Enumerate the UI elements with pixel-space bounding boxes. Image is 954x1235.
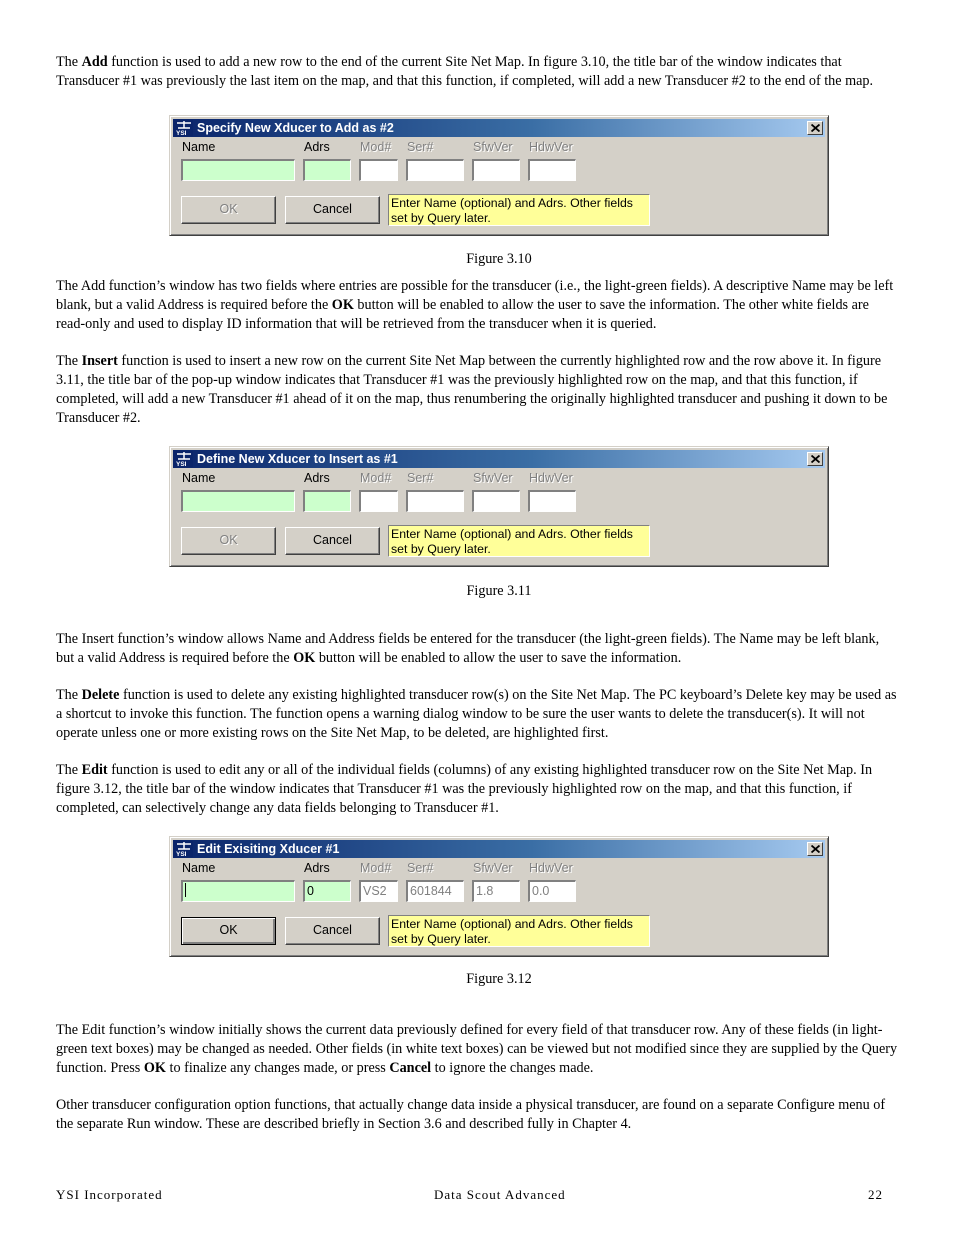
ser-field xyxy=(406,490,464,512)
mod-field: VS2 xyxy=(359,880,398,902)
ysi-logo-icon xyxy=(175,841,193,857)
sfwver-field xyxy=(472,490,520,512)
name-label: Name xyxy=(182,861,216,875)
edit-xducer-dialog xyxy=(169,836,829,957)
insert-xducer-dialog xyxy=(169,446,829,567)
cancel-button[interactable]: Cancel xyxy=(285,527,380,555)
sfwver-label: SfwVer xyxy=(473,861,513,875)
figure-caption: Figure 3.11 xyxy=(466,583,532,599)
ok-button[interactable]: OK xyxy=(181,527,276,555)
text: The Add function’s window has two fields where entries are possible for the transducer (i.e., the light-green fields). A descriptive Name may be left blank, but a valid Address is required before the xyxy=(56,278,894,313)
cancel-button[interactable]: Cancel xyxy=(285,196,380,224)
sfwver-field: 1.8 xyxy=(472,880,520,902)
text: The Edit function’s window initially shows the current data previously defined for every field of that transducer row. Any of these fields (in light-green text boxes) may be changed as needed. Other fields (in white text boxes) can be viewed but not modified since they are supplied by the Query function. Press xyxy=(56,1022,898,1076)
hdwver-field xyxy=(528,159,576,181)
bold-term: Edit xyxy=(81,762,108,778)
hint-box xyxy=(388,525,650,557)
hdwver-field: 0.0 xyxy=(528,880,576,902)
svg-text:YSI: YSI xyxy=(176,130,187,136)
ser-label: Ser# xyxy=(407,471,434,485)
mod-label: Mod# xyxy=(360,140,392,154)
title-bar xyxy=(173,450,825,468)
close-icon xyxy=(811,124,820,132)
hint-line: Enter Name (optional) and Adrs. Other fields xyxy=(391,917,633,931)
paragraph-delete-function xyxy=(56,686,898,743)
text: The xyxy=(56,762,82,778)
text: The xyxy=(56,54,82,70)
text: button will be enabled to allow the user to save the information. xyxy=(315,650,682,666)
adrs-label: Adrs xyxy=(304,140,330,154)
text: function is used to insert a new row on the current Site Net Map between the currently highlighted row and the row above it. In figure 3.11, the title bar of the pop-up window indicates that Transducer #1 was the previously highlighted row on the map, and that this function, if completed, will add a new Transducer #1 ahead of it on the map, thus renumbering the originally highlighted transducer and pushing it down to be Transducer #2. xyxy=(56,353,888,426)
dialog-title: Edit Exisiting Xducer #1 xyxy=(197,842,340,856)
bold-term: OK xyxy=(143,1060,166,1076)
hint-line: set by Query later. xyxy=(391,211,491,225)
text: button will be enabled to allow the user to save the information. The other white fields are read-only and used to display ID information that will be retrieved from the transducer when it is queried. xyxy=(56,297,869,332)
dialog-title: Specify New Xducer to Add as #2 xyxy=(197,121,394,135)
sfwver-label: SfwVer xyxy=(473,471,513,485)
bold-term: OK xyxy=(293,650,316,666)
ser-field: 601844 xyxy=(406,880,464,902)
hint-line: set by Query later. xyxy=(391,542,491,556)
ysi-logo-icon xyxy=(175,120,193,136)
mod-label: Mod# xyxy=(360,471,392,485)
bold-term: Insert xyxy=(81,353,118,369)
paragraph-add-window xyxy=(56,277,898,334)
adrs-label: Adrs xyxy=(304,861,330,875)
hint-line: set by Query later. xyxy=(391,932,491,946)
add-xducer-dialog xyxy=(169,115,829,236)
paragraph-edit-function xyxy=(56,761,898,818)
cancel-button[interactable]: Cancel xyxy=(285,917,380,945)
paragraph-other-functions xyxy=(56,1096,898,1134)
ser-label: Ser# xyxy=(407,861,434,875)
mod-field xyxy=(359,490,398,512)
name-input[interactable] xyxy=(181,880,295,902)
text: The Insert function’s window allows Name and Address fields be entered for the transducer (the light-green fields). The Name may be left blank, but a valid Address is required before the xyxy=(56,631,880,666)
paragraph-insert-function xyxy=(56,352,898,428)
text: function is used to delete any existing highlighted transducer row(s) on the Site Net Map. The PC keyboard’s Delete key may be used as a shortcut to invoke this function. The function opens a warning dialog window to be sure the user wants to delete the transducer(s). It will not operate unless one or more existing rows on the Site Net Map, to be deleted, are highlighted first. xyxy=(56,687,897,741)
ysi-logo-icon xyxy=(175,451,193,467)
ok-button[interactable]: OK xyxy=(181,917,276,945)
ser-label: Ser# xyxy=(407,140,434,154)
footer-company: YSI Incorporated xyxy=(56,1187,163,1202)
footer-page-number: 22 xyxy=(868,1187,883,1202)
hint-box xyxy=(388,194,650,226)
hdwver-label: HdwVer xyxy=(529,471,573,485)
figure-caption: Figure 3.10 xyxy=(466,251,532,267)
bold-term: OK xyxy=(331,297,354,313)
dialog-title: Define New Xducer to Insert as #1 xyxy=(197,452,398,466)
adrs-input[interactable] xyxy=(303,490,351,512)
hdwver-label: HdwVer xyxy=(529,140,573,154)
hint-line: Enter Name (optional) and Adrs. Other fields xyxy=(391,196,633,210)
mod-field xyxy=(359,159,398,181)
name-label: Name xyxy=(182,471,216,485)
text: The xyxy=(56,687,82,703)
figure-caption: Figure 3.12 xyxy=(466,971,532,987)
paragraph-add-function xyxy=(56,53,898,91)
svg-text:YSI: YSI xyxy=(176,461,187,467)
hint-line: Enter Name (optional) and Adrs. Other fields xyxy=(391,527,633,541)
mod-label: Mod# xyxy=(360,861,392,875)
bold-term: Delete xyxy=(81,687,120,703)
close-button[interactable] xyxy=(807,121,823,135)
hint-box xyxy=(388,915,650,947)
close-icon xyxy=(811,845,820,853)
adrs-input[interactable]: 0 xyxy=(303,880,351,902)
bold-term: Cancel xyxy=(389,1060,432,1076)
paragraph-insert-window xyxy=(56,630,898,668)
text: function is used to edit any or all of the individual fields (columns) of any existing highlighted transducer row on the Site Net Map. In figure 3.12, the title bar of the window indicates that Transducer #1 was the previously highlighted row on the map, and that this function, if completed, can selectively change any data fields belonging to Transducer #1. xyxy=(56,762,873,816)
name-label: Name xyxy=(182,140,216,154)
text: Other transducer configuration option functions, that actually change data inside a physical transducer, are found on a separate Configure menu of the separate Run window. These are described briefly in Section 3.6 and described fully in Chapter 4. xyxy=(56,1097,886,1132)
text: The xyxy=(56,353,82,369)
ok-button[interactable]: OK xyxy=(181,196,276,224)
sfwver-label: SfwVer xyxy=(473,140,513,154)
title-bar xyxy=(173,840,825,858)
adrs-input[interactable] xyxy=(303,159,351,181)
title-bar xyxy=(173,119,825,137)
paragraph-edit-window xyxy=(56,1021,898,1078)
hdwver-field xyxy=(528,490,576,512)
hdwver-label: HdwVer xyxy=(529,861,573,875)
footer-product: Data Scout Advanced xyxy=(434,1187,566,1202)
close-icon xyxy=(811,455,820,463)
close-button[interactable] xyxy=(807,842,823,856)
svg-text:YSI: YSI xyxy=(176,851,187,857)
ser-field xyxy=(406,159,464,181)
name-input[interactable] xyxy=(181,159,295,181)
text: to finalize any changes made, or press xyxy=(165,1060,390,1076)
name-input[interactable] xyxy=(181,490,295,512)
text: to ignore the changes made. xyxy=(431,1060,594,1076)
adrs-label: Adrs xyxy=(304,471,330,485)
text-caret xyxy=(185,883,186,897)
sfwver-field xyxy=(472,159,520,181)
close-button[interactable] xyxy=(807,452,823,466)
bold-term: Add xyxy=(81,54,108,70)
text: function is used to add a new row to the end of the current Site Net Map. In figure 3.10, the title bar of the window indicates that Transducer #1 was previously the last item on the map, and that this function, if completed, will add a new Transducer #2 to the end of the map. xyxy=(56,54,874,89)
